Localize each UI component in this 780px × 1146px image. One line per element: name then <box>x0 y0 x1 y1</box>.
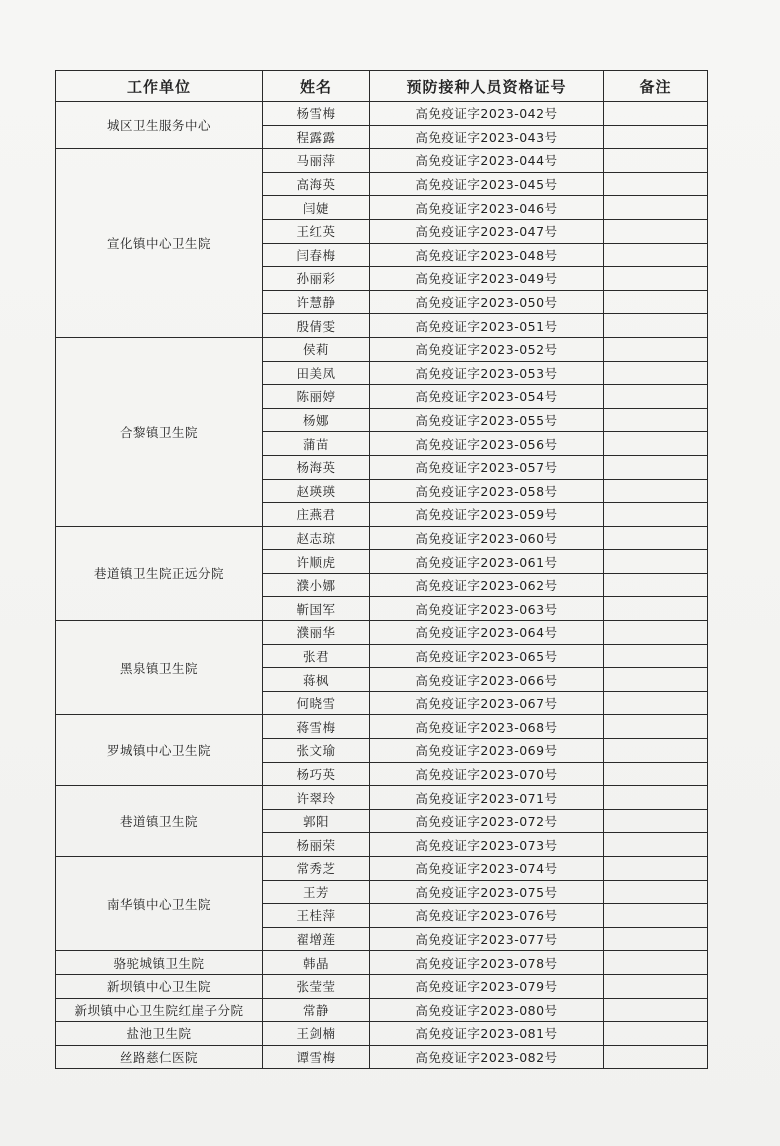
table-row <box>56 102 708 126</box>
certificate-number-cell: 高免疫证字2023-060号 <box>370 526 604 550</box>
certificate-number-cell: 高免疫证字2023-067号 <box>370 691 604 715</box>
person-name-cell: 杨巧英 <box>263 762 370 786</box>
certificate-number-cell: 高免疫证字2023-054号 <box>370 385 604 409</box>
certificate-number-cell: 高免疫证字2023-077号 <box>370 927 604 951</box>
work-unit-cell: 巷道镇卫生院正远分院 <box>56 526 263 620</box>
vaccinator-certificate-table <box>55 70 708 1069</box>
person-name-cell: 何晓雪 <box>263 691 370 715</box>
certificate-number-cell: 高免疫证字2023-076号 <box>370 904 604 928</box>
person-name-cell: 常秀芝 <box>263 857 370 881</box>
table-row <box>56 857 708 881</box>
person-name-cell: 孙丽彩 <box>263 267 370 291</box>
remarks-cell <box>604 857 708 881</box>
remarks-cell <box>604 290 708 314</box>
person-name-cell: 程露露 <box>263 125 370 149</box>
certificate-number-cell: 高免疫证字2023-042号 <box>370 102 604 126</box>
work-unit-cell: 宣化镇中心卫生院 <box>56 149 263 338</box>
certificate-number-cell: 高免疫证字2023-061号 <box>370 550 604 574</box>
remarks-cell <box>604 739 708 763</box>
remarks-cell <box>604 1045 708 1069</box>
remarks-cell <box>604 621 708 645</box>
certificate-number-cell: 高免疫证字2023-073号 <box>370 833 604 857</box>
person-name-cell: 张文瑜 <box>263 739 370 763</box>
person-name-cell: 殷倩雯 <box>263 314 370 338</box>
remarks-cell <box>604 243 708 267</box>
remarks-cell <box>604 998 708 1022</box>
remarks-cell <box>604 385 708 409</box>
work-unit-cell: 丝路慈仁医院 <box>56 1045 263 1069</box>
table-row <box>56 1022 708 1046</box>
remarks-cell <box>604 644 708 668</box>
header-name: 姓名 <box>263 71 370 102</box>
table-row <box>56 974 708 998</box>
person-name-cell: 靳国军 <box>263 597 370 621</box>
certificate-number-cell: 高免疫证字2023-065号 <box>370 644 604 668</box>
certificate-number-cell: 高免疫证字2023-068号 <box>370 715 604 739</box>
table-row <box>56 149 708 173</box>
certificate-number-cell: 高免疫证字2023-070号 <box>370 762 604 786</box>
work-unit-cell: 合黎镇卫生院 <box>56 337 263 526</box>
person-name-cell: 王桂萍 <box>263 904 370 928</box>
person-name-cell: 闫婕 <box>263 196 370 220</box>
remarks-cell <box>604 267 708 291</box>
certificate-number-cell: 高免疫证字2023-069号 <box>370 739 604 763</box>
table-row <box>56 621 708 645</box>
certificate-number-cell: 高免疫证字2023-046号 <box>370 196 604 220</box>
person-name-cell: 蒋雪梅 <box>263 715 370 739</box>
certificate-number-cell: 高免疫证字2023-079号 <box>370 974 604 998</box>
certificate-number-cell: 高免疫证字2023-075号 <box>370 880 604 904</box>
remarks-cell <box>604 904 708 928</box>
remarks-cell <box>604 196 708 220</box>
work-unit-cell: 新坝镇中心卫生院 <box>56 974 263 998</box>
remarks-cell <box>604 432 708 456</box>
table-body <box>56 102 708 1069</box>
header-certificate-number: 预防接种人员资格证号 <box>370 71 604 102</box>
remarks-cell <box>604 455 708 479</box>
person-name-cell: 杨海英 <box>263 455 370 479</box>
remarks-cell <box>604 503 708 527</box>
remarks-cell <box>604 125 708 149</box>
person-name-cell: 王红英 <box>263 219 370 243</box>
table-row <box>56 786 708 810</box>
person-name-cell: 翟增莲 <box>263 927 370 951</box>
person-name-cell: 许翠玲 <box>263 786 370 810</box>
person-name-cell: 马丽萍 <box>263 149 370 173</box>
table-row <box>56 715 708 739</box>
remarks-cell <box>604 314 708 338</box>
certificate-number-cell: 高免疫证字2023-062号 <box>370 573 604 597</box>
person-name-cell: 濮小娜 <box>263 573 370 597</box>
work-unit-cell: 骆驼城镇卫生院 <box>56 951 263 975</box>
certificate-number-cell: 高免疫证字2023-071号 <box>370 786 604 810</box>
certificate-number-cell: 高免疫证字2023-058号 <box>370 479 604 503</box>
remarks-cell <box>604 408 708 432</box>
person-name-cell: 闫春梅 <box>263 243 370 267</box>
person-name-cell: 高海英 <box>263 172 370 196</box>
work-unit-cell: 新坝镇中心卫生院红崖子分院 <box>56 998 263 1022</box>
person-name-cell: 蒋枫 <box>263 668 370 692</box>
person-name-cell: 常静 <box>263 998 370 1022</box>
certificate-number-cell: 高免疫证字2023-081号 <box>370 1022 604 1046</box>
table-header-row <box>56 71 708 102</box>
person-name-cell: 杨娜 <box>263 408 370 432</box>
table-row <box>56 337 708 361</box>
certificate-number-cell: 高免疫证字2023-043号 <box>370 125 604 149</box>
certificate-number-cell: 高免疫证字2023-051号 <box>370 314 604 338</box>
certificate-number-cell: 高免疫证字2023-063号 <box>370 597 604 621</box>
header-work-unit: 工作单位 <box>56 71 263 102</box>
person-name-cell: 张莹莹 <box>263 974 370 998</box>
remarks-cell <box>604 102 708 126</box>
remarks-cell <box>604 149 708 173</box>
remarks-cell <box>604 479 708 503</box>
remarks-cell <box>604 526 708 550</box>
certificate-number-cell: 高免疫证字2023-078号 <box>370 951 604 975</box>
person-name-cell: 杨雪梅 <box>263 102 370 126</box>
certificate-number-cell: 高免疫证字2023-059号 <box>370 503 604 527</box>
certificate-number-cell: 高免疫证字2023-080号 <box>370 998 604 1022</box>
work-unit-cell: 城区卫生服务中心 <box>56 102 263 149</box>
work-unit-cell: 南华镇中心卫生院 <box>56 857 263 951</box>
person-name-cell: 王剑楠 <box>263 1022 370 1046</box>
certificate-number-cell: 高免疫证字2023-048号 <box>370 243 604 267</box>
remarks-cell <box>604 786 708 810</box>
certificate-number-cell: 高免疫证字2023-056号 <box>370 432 604 456</box>
remarks-cell <box>604 668 708 692</box>
remarks-cell <box>604 337 708 361</box>
certificate-number-cell: 高免疫证字2023-082号 <box>370 1045 604 1069</box>
remarks-cell <box>604 974 708 998</box>
work-unit-cell: 巷道镇卫生院 <box>56 786 263 857</box>
person-name-cell: 蒲苗 <box>263 432 370 456</box>
certificate-number-cell: 高免疫证字2023-052号 <box>370 337 604 361</box>
work-unit-cell: 黑泉镇卫生院 <box>56 621 263 715</box>
work-unit-cell: 罗城镇中心卫生院 <box>56 715 263 786</box>
person-name-cell: 庄燕君 <box>263 503 370 527</box>
remarks-cell <box>604 361 708 385</box>
person-name-cell: 王芳 <box>263 880 370 904</box>
remarks-cell <box>604 927 708 951</box>
table-row <box>56 998 708 1022</box>
table-row <box>56 526 708 550</box>
certificate-number-cell: 高免疫证字2023-050号 <box>370 290 604 314</box>
remarks-cell <box>604 597 708 621</box>
remarks-cell <box>604 573 708 597</box>
remarks-cell <box>604 1022 708 1046</box>
certificate-number-cell: 高免疫证字2023-074号 <box>370 857 604 881</box>
header-remarks: 备注 <box>604 71 708 102</box>
table-row <box>56 1045 708 1069</box>
certificate-number-cell: 高免疫证字2023-066号 <box>370 668 604 692</box>
remarks-cell <box>604 691 708 715</box>
certificate-number-cell: 高免疫证字2023-072号 <box>370 809 604 833</box>
person-name-cell: 陈丽婷 <box>263 385 370 409</box>
person-name-cell: 郭阳 <box>263 809 370 833</box>
remarks-cell <box>604 762 708 786</box>
person-name-cell: 田美凤 <box>263 361 370 385</box>
work-unit-cell: 盐池卫生院 <box>56 1022 263 1046</box>
certificate-number-cell: 高免疫证字2023-057号 <box>370 455 604 479</box>
certificate-number-cell: 高免疫证字2023-047号 <box>370 219 604 243</box>
person-name-cell: 侯莉 <box>263 337 370 361</box>
person-name-cell: 杨丽荣 <box>263 833 370 857</box>
person-name-cell: 张君 <box>263 644 370 668</box>
person-name-cell: 许慧静 <box>263 290 370 314</box>
person-name-cell: 赵瑛瑛 <box>263 479 370 503</box>
certificate-number-cell: 高免疫证字2023-053号 <box>370 361 604 385</box>
remarks-cell <box>604 550 708 574</box>
certificate-number-cell: 高免疫证字2023-049号 <box>370 267 604 291</box>
remarks-cell <box>604 951 708 975</box>
person-name-cell: 濮丽华 <box>263 621 370 645</box>
certificate-number-cell: 高免疫证字2023-064号 <box>370 621 604 645</box>
certificate-number-cell: 高免疫证字2023-045号 <box>370 172 604 196</box>
remarks-cell <box>604 809 708 833</box>
person-name-cell: 许顺虎 <box>263 550 370 574</box>
table-row <box>56 951 708 975</box>
remarks-cell <box>604 172 708 196</box>
remarks-cell <box>604 219 708 243</box>
remarks-cell <box>604 880 708 904</box>
person-name-cell: 韩晶 <box>263 951 370 975</box>
certificate-number-cell: 高免疫证字2023-044号 <box>370 149 604 173</box>
certificate-number-cell: 高免疫证字2023-055号 <box>370 408 604 432</box>
remarks-cell <box>604 833 708 857</box>
person-name-cell: 赵志琼 <box>263 526 370 550</box>
remarks-cell <box>604 715 708 739</box>
person-name-cell: 谭雪梅 <box>263 1045 370 1069</box>
